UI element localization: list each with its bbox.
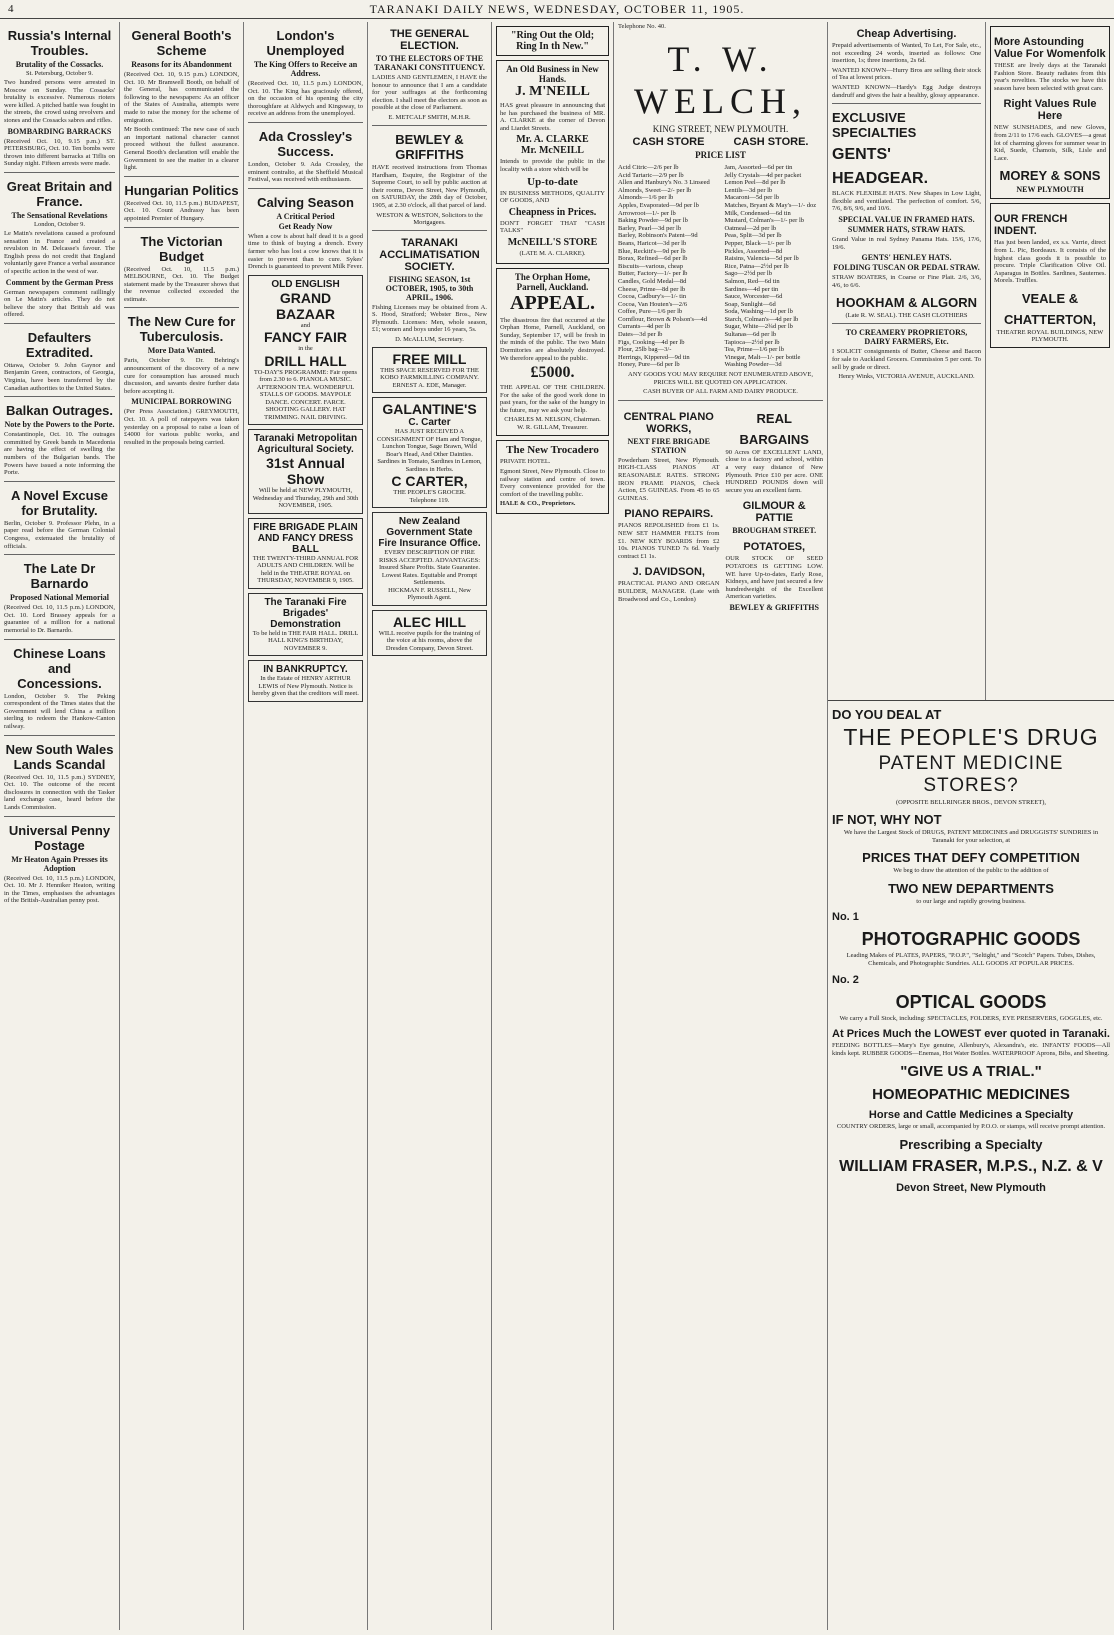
ad-title: BARGAINS (739, 431, 809, 447)
ad-text: Powderham Street, New Plymouth. HIGH-CLASS PIANOS AT REASONABLE RATES. STRONG IRON FRAME PIANOS, Check Action, £5 GUINEAS. From 45 to 65 GUINEAS. (618, 456, 720, 502)
ad-text: and (300, 321, 311, 329)
price-list-item: Mustard, Colman's—1/- per lb (724, 217, 805, 225)
box-text: (LATE M. A. CLARKE). (519, 249, 586, 257)
ad-title: PHOTOGRAPHIC GOODS (861, 929, 1081, 950)
store-note: CASH BUYER OF ALL FARM AND DAIRY PRODUCE. (643, 388, 798, 396)
box-title: J. M'NEILL (515, 84, 590, 99)
ad-text: Grand Value in real Sydney Panama Hats. 15/6, 17/6, 19/6. (832, 235, 981, 251)
price-list-item: Sago—2½d per lb (724, 270, 772, 278)
price-list-item: Biscuits—various, cheap (618, 262, 683, 270)
french-indent-advertisement (990, 203, 1110, 348)
article-text: (Received Oct. 10, 11.5 p.m.) LONDON, Oct. 10. Lord Brassey appeals for a guarantee of a million for a national memorial to Dr. Barnardo. (4, 604, 115, 634)
box-text: Egmont Street, New Plymouth. Close to railway station and centre of town. Every convenience provided for the comfort of the travelling public. (500, 468, 605, 498)
price-list-item: Flour, 25lb bag—3/- (618, 346, 672, 354)
article-text: Le Matin's revelations caused a profound sensation in France and created a revulsion in M. Delcasse's favour. The English press do not credit that England voluntarily gave France a verbal assurance of specific action in the west of war. (4, 229, 115, 275)
ad-title: IN BANKRUPTCY. (263, 664, 348, 676)
ad-title: FANCY FAIR (264, 329, 347, 346)
ad-text: in the (298, 345, 313, 353)
article-text: Berlin, October 9. Professor Plehn, in a paper read before the German Colonial Congress, extenuated the brutality of officials. (4, 519, 115, 550)
ad-subtitle: No. 1 (832, 911, 859, 924)
divider (4, 172, 115, 173)
ad-title: HEADGEAR. (832, 170, 929, 188)
article-text: Fishing Licenses may be obtained from A. S. Hood, Stratford; Webster Bros., New Plymouth. Licenses: Men, whole season, £1; women and boys under 16 years, 5s. (372, 303, 487, 334)
subheadline: TO THE ELECTORS OF THE TARANAKI CONSTITUENCY. (374, 54, 485, 72)
box-title: The New Trocadero (506, 444, 599, 457)
price-list-title: PRICE LIST (695, 150, 746, 160)
box-text: THE APPEAL OF THE CHILDREN. For the sake of the good work done in past years, for the sake of the hungry in the future, may we ask your help. (500, 384, 605, 414)
headline: Chinese Loans and Concessions. (13, 645, 106, 691)
headline: Balkan Outrages. (6, 403, 113, 419)
lower-ads (618, 405, 823, 613)
classified-ad: WANTED KNOWN—Hurry Bros are selling their stock of Tea at lowest prices. (832, 66, 981, 82)
ad-text: NEW SUNSHADES, and new Gloves, from 2/11 to 17/6 each. GLOVES—a great lot of charming gloves for summer wear in Kid, Suede, Chamois, Silk, Lisle and Lace. (994, 124, 1106, 162)
price-list-item: Macaroni—5d per lb (724, 194, 780, 202)
demonstration-advertisement (248, 593, 363, 657)
signature: W. R. GILLAM, Treasurer. (517, 424, 588, 432)
ad-title: GRAND BAZAAR (275, 289, 336, 322)
ad-title: PATENT MEDICINE STORES? (878, 753, 1064, 796)
price-list-item: Borax, Refined—6d per lb (618, 255, 688, 263)
article-text: (Received Oct. 10, 9.15 p.m.) ST. PETERSBURG, Oct. 10. Ten bombs were thrown into different barracks at Tiflis on Sunday night. Fifteen arrests were made. (4, 137, 115, 168)
price-list-item: Butter, Factory—1/- per lb (618, 270, 688, 278)
classifieds-title: Cheap Advertising. (856, 28, 957, 40)
ad-title: C CARTER, (391, 473, 468, 490)
divider (124, 307, 239, 308)
headline: Russia's Internal Troubles. (7, 28, 112, 58)
ad-text: Leading Makes of PLATES, PAPERS, "P.O.P.", "Seltight," and "Scotch" Papers. Tubes, Dishes, Chemicals, and Photographic Sundries. ALL GOODS AT POPULAR PRICES. (846, 952, 1096, 967)
box-text: Intends to provide the public in the locality with a store which will be (500, 158, 605, 173)
price-list-item: Washing Powder—3d (724, 361, 782, 369)
article-text: (Received Oct. 10, 11.5 p.m.) LONDON, Oct. 10. The King has graciously offered, on the occasion of his opening the city thoroughfare at Aldwych and Kingsway, to receive an address from the unemployed. (248, 80, 363, 118)
article-text: Constantinople, Oct. 10. The outrages committed by Greek bands in Macedonia are having the effect of swelling the numbers of the Bulgarian bands. The Powers have issued a note informing the Porte. (4, 431, 115, 477)
price-list-item: Soap, Sunlight—6d (724, 300, 776, 308)
ad-title: DO YOU DEAL AT (832, 707, 942, 722)
ad-title: FIRE BRIGADE PLAIN AND FANCY DRESS BALL (253, 521, 358, 555)
signature: Henry Winks, VICTORIA AVENUE, AUCKLAND. (838, 373, 975, 381)
price-list-item: Peas, Split—3d per lb (724, 232, 782, 240)
article-text: Ottawa, October 9. John Gaynor and Benjamin Green, contractors, of Georgia, Virginia, have been transferred by the Canadian authorities to the United States. (4, 361, 115, 392)
box-text: HALE & CO., Proprietors. (500, 500, 576, 508)
ad-text: EVERY DESCRIPTION OF FIRE RISKS ACCEPTED. ADVANTAGES: Insured Share Profits. State Guarantee. Lowest Rates. Equitable and Prompt Settlements. (378, 549, 481, 587)
divider (4, 554, 115, 555)
price-list-item: Vinegar, Malt—1/- per bottle (724, 353, 801, 361)
trocadero-box (496, 440, 609, 514)
box-title: Mr. A. CLARKE (516, 134, 589, 146)
ad-title: Taranaki Metropolitan Agricultural Society. (253, 433, 358, 456)
ad-title: 31st Annual Show (266, 455, 345, 488)
ad-text: PIANOS REPOLISHED from £1 1s. NEW SET HAMMER FELTS from £1. NEW KEY BOARDS from £2 10s. PIANOS TUNED 7s 6d. Yearly contract £1 1s. (618, 522, 720, 560)
headline: Universal Penny Postage (8, 822, 111, 853)
ad-text: (Late R. W. SEAL). THE CASH CLOTHIERS (845, 312, 968, 320)
dateline: St. Petersburg, October 9. (25, 70, 94, 77)
ad-text: STRAW BOATERS, in Coarse or Fine Plait. 2/6, 3/6, 4/6, to 6/6. (832, 274, 981, 289)
insurance-advertisement (372, 512, 487, 606)
headline: The Late Dr Barnardo (23, 561, 96, 592)
headline: TARANAKI ACCLIMATISATION SOCIETY. (379, 236, 480, 273)
box-title: Cheapness in Prices. (508, 206, 597, 218)
subheadline: BOMBARDING BARRACKS (7, 126, 112, 136)
ad-text: COUNTRY ORDERS, large or small, accompanied by P.O.O. or stamps, will receive prompt attention. (836, 1123, 1106, 1131)
price-list-item: Starch, Colman's—4d per lb (724, 315, 799, 323)
column-3 (244, 22, 368, 1630)
ad-subtitle: SUMMER HATS, STRAW HATS. (847, 224, 966, 234)
divider (832, 103, 981, 104)
ad-title: The Taranaki Fire Brigades' Demonstration (264, 596, 347, 630)
price-list-item: Apples, Evaporated—9d per lb (618, 201, 699, 209)
ad-subtitle: No. 2 (832, 973, 859, 986)
ring-out-box (496, 26, 609, 56)
article-text: LADIES AND GENTLEMEN, I HAVE the honour to announce that I am a candidate for your suffrages at the forthcoming election. I shall meet the electors as soon as possible at the close of Parliament. (372, 74, 487, 112)
bazaar-advertisement (248, 275, 363, 426)
price-list-item: Milk, Condensed—6d tin (724, 209, 791, 217)
price-list-item: Beans, Haricot—3d per lb (618, 239, 687, 247)
ad-title: "GIVE US A TRIAL." (900, 1063, 1042, 1081)
subheadline: The King Offers to Receive an Address. (253, 60, 358, 78)
ad-text: To be held in THE FAIR HALL. DRILL HALL KING'S BIRTHDAY, NOVEMBER 9. (252, 629, 359, 652)
price-list-item: Arrowroot—1/- per lb (618, 209, 676, 217)
ad-text: Will be held at NEW PLYMOUTH, Wednesday and Thursday, 29th and 30th NOVEMBER, 1905. (252, 487, 359, 510)
price-list-item: Jam, Assorted—6d per tin (724, 164, 793, 171)
ad-subtitle: SPECIAL VALUE IN FRAMED HATS. (838, 214, 975, 224)
subheadline: Comment by the German Press (5, 277, 114, 287)
ad-subtitle: BROUGHAM STREET. (732, 526, 817, 536)
box-title: McNEILL'S STORE (507, 236, 598, 248)
ad-text: In the Estate of HENRY ARTHUR LEWIS of New Plymouth. Notice is hereby given that the creditors will meet. (252, 675, 359, 698)
subheadline: Brutality of the Cossacks. (15, 60, 104, 69)
signature: ERNEST A. EDE, Manager. (392, 381, 467, 389)
ad-text: We beg to draw the attention of the public to the addition of (893, 867, 1049, 875)
box-title: The Orphan Home, Parnell, Auckland. (514, 271, 591, 292)
ad-title: J. DAVIDSON, (632, 566, 705, 579)
box-text: DON'T FORGET THAT "CASH TALKS" (500, 219, 605, 235)
ad-title: VEALE & (1021, 290, 1079, 306)
ad-text: We have the Largest Stock of DRUGS, PATENT MEDICINES and DRUGGISTS' SUNDRIES in Taranaki for your selection, at (843, 829, 1099, 844)
dateline: London, October 9. (34, 220, 85, 228)
store-note: ANY GOODS YOU MAY REQUIRE NOT ENUMERATED ABOVE, PRICES WILL BE QUOTED ON APPLICATION. (628, 371, 813, 386)
price-list-item: Rice, Patna—2½d per lb (724, 262, 789, 270)
ad-title: HOOKHAM & ALGORN (835, 295, 978, 311)
divider (372, 230, 487, 231)
box-text: The disastrous fire that occurred at the Orphan Home, Parnell, Auckland, on Sunday, September 17, will be fresh in the minds of the public. The two Main Dormitories are absolutely destroyed. We therefore appeal to the public. (500, 316, 605, 362)
headline: General Booth's Scheme (131, 28, 232, 58)
ad-subtitle: GENTS' HENLEY HATS. (861, 253, 952, 263)
ad-title: TWO NEW DEPARTMENTS (888, 880, 1054, 896)
headline: Hungarian Politics (124, 182, 239, 198)
price-list-item: Lentils—3d per lb (724, 186, 773, 194)
ad-text: THE TWENTY-THIRD ANNUAL FOR ADULTS AND CHILDREN. Will be held in the THEATRE ROYAL on THURSDAY, NOVEMBER 9, 1905. (252, 554, 359, 585)
column-5 (492, 22, 614, 1630)
ad-title: THE PEOPLE'S DRUG (843, 724, 1099, 750)
ad-text: WILL receive pupils for the training of the voice at his rooms, above the Dresden Company, Devon Street. (378, 629, 481, 652)
ball-advertisement (248, 518, 363, 589)
signature: WESTON & WESTON, Solicitors to the Mortgagees. (376, 211, 483, 226)
article-text: (Received Oct. 10, 11.5 p.m.) BUDAPEST, Oct. 10. Count Andrassy has been appointed Premier of Hungary. (124, 199, 239, 222)
signature: E. METCALF SMITH, M.H.R. (388, 113, 471, 121)
article-text: Paris, October 9. Dr. Behring's announcement of the discovery of a new cure for consumption has aroused much discussion, and savants desire further data before accepting it. (124, 357, 239, 395)
ad-title: MOREY & SONS (999, 168, 1101, 184)
bankruptcy-notice (248, 660, 363, 702)
ad-title: FREE MILL (392, 350, 467, 367)
peoples-drug-advertisement (828, 700, 1114, 1630)
ad-title: DRILL HALL (264, 352, 347, 369)
ad-text: We carry a Full Stock, including: SPECTACLES, FOLDERS, EYE PRESERVERS, GOGGLES, etc. (839, 1014, 1103, 1022)
classified-ad: WANTED KNOWN—Hardy's Egg Judge destroys dandruff and gives the hair a healthy, glossy appearance. (832, 83, 981, 99)
subheadline: MUNICIPAL BORROWING (131, 397, 232, 407)
ad-title: New Zealand Government State Fire Insurance Office. (378, 516, 481, 550)
ad-text: 90 Acres OF EXCELLENT LAND, close to a factory and school, within a very easy distance of New Plymouth. Price £10 per acre. ONE HUNDRED POUNDS down will secure you an excellent farm. (725, 448, 823, 494)
ad-text: THESE are lively days at the Taranaki Fashion Store. Beauty radiates from this year's novelties. The stocks we have this season have been selected with great care. (994, 62, 1106, 92)
subheadline: Get Ready Now (278, 221, 333, 231)
price-list-item: Tea, Prime—1/6 per lb (724, 346, 784, 354)
subheadline: A Critical Period (276, 211, 335, 221)
subheadline: Note by the Powers to the Porte. (4, 420, 115, 430)
price-list-item: Acid Citric—2/6 per lb (618, 164, 679, 171)
price-list-item: Sultanas—6d per lb (724, 331, 777, 339)
ad-text: THIS SPACE RESERVED FOR THE KOBO FARMKILLING COMPANY. (380, 366, 479, 382)
masthead (0, 0, 1114, 19)
ad-title: Prescribing a Specialty (899, 1136, 1043, 1152)
headline: Great Britain and France. (6, 178, 113, 209)
box-title: £5000. (530, 364, 575, 382)
ad-title: Horse and Cattle Medicines a Specialty (868, 1109, 1074, 1122)
price-list-item: Blue, Reckitt's—9d per lb (618, 247, 686, 255)
ad-title: OPTICAL GOODS (895, 991, 1047, 1012)
price-list-item: Soda, Washing—1d per lb (724, 308, 793, 316)
column-8 (986, 22, 1114, 698)
ad-text: OUR STOCK OF SEED POTATOES IS GETTING LOW. WE have Up-to-dates, Early Rose, Kidneys, and have just secured a few hundredweight of the Excellent American varieties. (725, 555, 823, 601)
subheadline: More Data Wanted. (147, 346, 216, 356)
subheadline: Reasons for its Abandonment (131, 60, 232, 69)
ad-title: PIANO REPAIRS. (624, 508, 714, 521)
ad-title: Right Values Rule Here (1003, 98, 1097, 123)
ad-text: BLACK FLEXIBLE HATS. New Shapes in Low Light, flexible and ventilated. The perfection of comfort. 5/6, 7/6, 8/6, 9/6, and 10/6. (832, 190, 981, 213)
headline: The New Cure for Tuberculosis. (127, 314, 236, 345)
price-list-item: Allen and Hanbury's No. 3 Linseed (618, 179, 710, 187)
ad-title: GENTS' (832, 146, 891, 164)
column-1 (0, 22, 120, 1630)
divider (618, 400, 823, 401)
ad-title: OLD ENGLISH (271, 278, 340, 290)
ad-subtitle: NEW PLYMOUTH (1016, 185, 1084, 195)
ad-text: FEEDING BOTTLES—Mary's Eye genuine, Allenbury's, Alexandra's, etc. INFANTS' FOODS—All kinds kept. RUBBER GOODS—Enemas, Hot Water Bottles. WATERPROOF Aprons, Bibs, and Sheeting. (832, 1042, 1110, 1057)
price-list-item: Lemon Peel—8d per lb (724, 179, 786, 187)
price-list-item: Figs, Cooking—4d per lb (618, 338, 685, 346)
ad-title: CHATTERTON, (1004, 311, 1096, 327)
box-title: Up-to-date (527, 175, 578, 188)
morey-advertisement (990, 26, 1110, 199)
price-list-item: Cheese, Prime—8d per lb (618, 285, 686, 293)
article-text: Two hundred persons were arrested in Moscow on Sunday. The Cossacks' brutality is excessive. Numerous rioters were killed. A pitched battle was fought in the streets, the crowd using revolvers and stones and the Cossacks sabres and rifles. (4, 79, 115, 124)
column-6 (614, 22, 828, 1630)
ad-title: Devon Street, New Plymouth (896, 1181, 1046, 1194)
orphan-appeal-box (496, 268, 609, 437)
box-title: An Old Business in New Hands. (506, 64, 599, 84)
box-text: PRIVATE HOTEL. (500, 458, 551, 466)
price-list-item: Matches, Bryant & May's—1/- doz (724, 201, 817, 209)
divider (4, 323, 115, 324)
divider (124, 176, 239, 177)
price-list-item: Pepper, Black—1/- per lb (724, 239, 792, 247)
store-name: T. W. WELCH, (634, 39, 807, 121)
ad-title: POTATOES, (743, 541, 806, 554)
box-title: APPEAL. (510, 291, 595, 314)
price-list-item: Oatmeal—2d per lb (724, 224, 777, 232)
ad-title: OUR FRENCH INDENT. (994, 213, 1068, 238)
subheadline: FISHING SEASON, 1st OCTOBER, 1905, to 30th APRIL, 1906. (385, 274, 474, 302)
ad-title: REAL (756, 410, 792, 426)
box-text: IN BUSINESS METHODS, QUALITY OF GOODS, AND (500, 189, 605, 205)
divider (4, 481, 115, 482)
box-title: Mr. McNEILL (521, 145, 584, 157)
article-text: London, October 9. Ada Crossley, the eminent contralto, at the Sheffield Musical Festival, was received with enthusiasm. (248, 160, 363, 184)
divider (4, 735, 115, 736)
store-address: KING STREET, NEW PLYMOUTH. (652, 124, 789, 134)
telephone: Telephone No. 40. (618, 23, 666, 30)
ad-title: CENTRAL PIANO WORKS, (623, 410, 714, 435)
galantines-advertisement (372, 397, 487, 508)
ad-text: Has just been landed, ex s.s. Varrie, direct from L. Pic, Bordeaux. It consists of the highest class goods it is possible to procure. Triple Clarification Olive Oil. Asparagus in Bottles. Sardines, Sauternes. Morels. Truffles. (994, 239, 1106, 285)
price-list-item: Barley, Pearl—3d per lb (618, 224, 682, 232)
subheadline: Mr Heaton Again Presses its Adoption (11, 854, 108, 873)
ad-text: HAS JUST RECEIVED A CONSIGNMENT OF Ham and Tongue, Lunchon Tongue, Sage Brawn, Wild Boar's Head, And Other Dainties. Sardines in Tomato, Sardines in Lemon, Sardines in Herbs. (377, 428, 482, 473)
article-text: London, October 9. The Peking correspondent of the Times states that the Government will lend China a million sterling to redeem the Hankow-Canton railway. (4, 692, 115, 730)
ad-title: At Prices Much the LOWEST ever quoted in Taranaki. (832, 1028, 1110, 1041)
divider (4, 639, 115, 640)
price-list-item: Cornflour, Brown & Polson's—4d (618, 315, 708, 323)
article-text: Mr Booth continued: The new case of such an important national character cannot proceed without the fullest assurance. General Booth's declaration will enable the Government to see the matter in a clearer light. (124, 126, 239, 172)
ad-title: PRICES THAT DEFY COMPETITION (862, 850, 1080, 866)
price-list-item: Cocoa, Cadbury's—1/- tin (618, 293, 687, 301)
price-list-item: Currants—4d per lb (618, 323, 670, 331)
price-list-item: Jelly Crystals—4d per packet (724, 171, 802, 179)
article-text: (Per Press Association.) GREYMOUTH, Oct. 10. A poll of ratepayers was taken yesterday on a proposal to raise a loan of £4000 for various public works, and resulted in the proposals being carried. (124, 408, 239, 446)
divider (248, 122, 363, 123)
price-list-item: Sauce, Worcester—6d (724, 293, 783, 301)
article-text: (Received Oct. 10, 11.5 p.m.) SYDNEY, Oct. 10. The outcome of the recent disclosures in connection with the Tasker land exchange case, heard before the Lands Commission. (4, 773, 115, 811)
article-text: HAVE received instructions from Thomas Hardham, Esquire, the Registrar of the Supreme Court, to sell by public auction at their rooms, Devon Street, New Plymouth, on SATURDAY, the 28th day of October, 1905, at 2.30 o'clock, all that parcel of land. (372, 163, 487, 209)
ad-text: PRACTICAL PIANO AND ORGAN BUILDER, MANAGER. (Late with Broadwood and Co., London) (618, 580, 720, 603)
price-list-item: Candles, Gold Medal—8d (618, 277, 687, 285)
price-list (618, 164, 823, 369)
headline: Calving Season (257, 194, 354, 210)
column-2 (120, 22, 244, 1630)
article-text: When a cow is about half dead it is a good time to think of buying a drench. Every farmer who has lost a cow knows that it is easier to prevent than to cure. Sykes' Drench is guaranteed to prevent Milk Fever. (248, 232, 363, 271)
ad-title: More Astounding Value For Womenfolk (994, 36, 1106, 60)
price-list-item: Sardines—4d per tin (724, 285, 779, 293)
free-mill-advertisement (372, 347, 487, 394)
headline: BEWLEY & GRIFFITHS (395, 131, 464, 162)
price-list-item: Dates—3d per lb (618, 331, 663, 339)
ad-title: EXCLUSIVE SPECIALTIES (832, 110, 917, 141)
ad-subtitle: TO CREAMERY PROPRIETORS, DAIRY FARMERS, Etc. (845, 328, 968, 347)
article-text: (Received Oct. 10, 11.5 p.m.) MELBOURNE, Oct. 10. The Budget statement made by the Treasurer shows that the revenue collected exceeded the estimate. (124, 265, 239, 303)
column-4 (368, 22, 492, 1630)
cash-store-label: CASH STORE. (733, 136, 809, 148)
classifieds-text: Prepaid advertisements of Wanted, To Let, For Sale, etc., not exceeding 24 words, inserted as follows: One insertion, 1s; three insertions, 2s 6d. (832, 42, 981, 65)
signature: CHARLES M. NELSON, Chairman. (504, 416, 601, 424)
article-text: (Received Oct. 10, 9.15 p.m.) LONDON, Oct. 10. Mr Bramwell Booth, on behalf of the General, has communicated the following to the newspapers: As an officer of the States of Australia, attempts were made to raise the money for the scheme of emigration. (124, 71, 239, 124)
masthead-title: TARANAKI DAILY NEWS, WEDNESDAY, OCTOBER 11, 1905. (369, 2, 745, 16)
headline: Defaulters Extradited. (25, 329, 94, 360)
divider (4, 816, 115, 817)
divider (4, 396, 115, 397)
divider (372, 125, 487, 126)
signature: HICKMAN F. RUSSELL, New Plymouth Agent. (388, 586, 471, 602)
price-list-item: Almonds, Sweet—2/- per lb (618, 186, 692, 194)
price-list-item: Herrings, Kippered—9d tin (618, 353, 690, 361)
piano-works-advertisement (618, 405, 719, 613)
box-title: "Ring Out the Old; (510, 30, 595, 41)
headline: A Novel Excuse for Brutality. (10, 487, 109, 518)
box-title: Ring In th New." (516, 41, 589, 52)
ad-title: WILLIAM FRASER, M.P.S., N.Z. & V (839, 1157, 1103, 1175)
ad-subtitle: BEWLEY & GRIFFITHS (729, 602, 819, 612)
divider (124, 227, 239, 228)
headline: The Victorian Budget (140, 233, 223, 264)
subheadline: The Sensational Revelations (11, 210, 108, 220)
ad-text: to our large and rapidly growing business. (916, 897, 1026, 905)
price-list-item: Coffee, Pure—1/6 per lb (618, 308, 683, 316)
ad-text: THE PEOPLE'S GROCER. (393, 489, 466, 497)
price-list-item: Tapioca—2½d per lb (724, 338, 780, 346)
headline: THE GENERAL ELECTION. (390, 28, 469, 52)
show-advertisement (248, 429, 363, 514)
bargains-advertisement (725, 405, 823, 613)
price-list-item: Raisins, Valencia—5d per lb (724, 255, 799, 263)
divider (832, 323, 981, 324)
ad-title: HOMEOPATHIC MEDICINES (872, 1086, 1070, 1104)
ad-subtitle: NEXT FIRE BRIGADE STATION (627, 436, 710, 455)
alec-hill-advertisement (372, 610, 487, 657)
divider (248, 188, 363, 189)
price-list-item: Cocoa, Van Houten's—2/6 (618, 300, 688, 308)
ad-title: ALEC HILL (392, 613, 467, 630)
ad-title: GALANTINE'S (382, 401, 477, 418)
ad-subtitle: FOLDING TUSCAN OR PEDAL STRAW. (833, 263, 980, 273)
subheadline: Proposed National Memorial (10, 593, 109, 603)
headline: London's Unemployed (266, 28, 345, 58)
signature: D. McALLUM, Secretary. (395, 335, 464, 343)
cash-store-labels (618, 136, 823, 148)
article-text: (Received Oct. 10, 11.5 p.m.) LONDON, Oct. 10. Mr J. Henniker Heaton, writing in the Times, emphasises the advantages of the British-Australian penny post. (4, 874, 115, 905)
headline: New South Wales Lands Scandal (5, 741, 114, 772)
headline: Ada Crossley's Success. (258, 128, 353, 159)
ad-text: TO-DAY'S PROGRAMME: Fair opens from 2.30 to 6. PIANOLA MUSIC. AFTERNOON TEA. WONDERFUL STALLS OF GOODS. MAYPOLE DANCE. CONCERT. FARCE. SHOOTING GALLERY. HAT TRIMMING. NAIL DRIVING. (253, 368, 358, 421)
page-number: 4 (8, 3, 15, 15)
ad-text: Telephone 119. (409, 496, 450, 504)
ad-text: (OPPOSITE BELLRINGER BROS., DEVON STREET), (895, 799, 1047, 806)
price-list-item: Honey, Pure—6d per lb (618, 361, 680, 369)
article-text: German newspapers comment raillingly on Le Matin's articles. They do not believe the story that British aid was offered. (4, 288, 115, 319)
ad-title: GILMOUR & PATTIE (742, 500, 806, 525)
price-list-item: Salmon, Red—6d tin (724, 277, 780, 285)
price-list-item: Acid Tartaric—2/9 per lb (618, 171, 684, 179)
ad-title: C. Carter (408, 417, 451, 429)
ad-text: I SOLICIT consignments of Butter, Cheese and Bacon for sale to Auckland Grocers. Commission 5 per cent. To sell by grade or direct. (832, 348, 981, 371)
price-list-item: Pickles, Assorted—8d (724, 247, 783, 255)
ad-text: THEATRE ROYAL BUILDINGS, NEW PLYMOUTH. (996, 328, 1104, 343)
price-list-item: Sugar, White—2¾d per lb (724, 323, 793, 331)
price-list-item: Barley, Robinson's Patent—9d (618, 232, 698, 240)
box-text: HAS great pleasure in announcing that he has purchased the business of MR. A. CLARKE at the corner of Devon and Liardet Streets. (500, 102, 605, 132)
price-list-item: Baking Powder—9d per lb (618, 217, 688, 225)
cash-store-label: CASH STORE (632, 136, 705, 148)
ad-title: IF NOT, WHY NOT (832, 812, 942, 827)
mcneill-store-box (496, 60, 609, 264)
price-list-item: Almonds—1/6 per lb (618, 194, 674, 202)
